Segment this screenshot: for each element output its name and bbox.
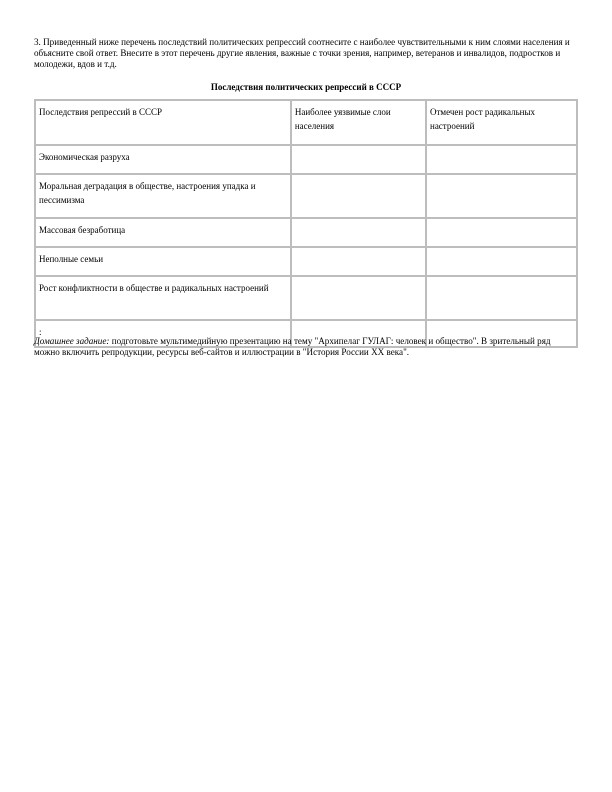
homework-text: подготовьте мультимедийную презентацию на тему "Архипелаг ГУЛАГ: человек и общество". В зрительный ряд можно включить репродукции, ресурсы веб-сайтов и иллюстрации в "История России XX века". bbox=[34, 336, 551, 357]
cell-consequence: Неполные семьи bbox=[36, 248, 290, 275]
repressions-table bbox=[34, 99, 578, 348]
cell-consequence: Рост конфликтности в обществе и радикальных настроений bbox=[36, 277, 290, 319]
cell-vulnerable-groups[interactable] bbox=[292, 219, 425, 246]
task-paragraph: 3. Приведенный ниже перечень последствий политических репрессий соотнесите с наиболее чувствительными к ним слоями населения и объясните свой ответ. Внесите в этот перечень другие явления, важные с точки зрения, например, ветеранов и инвалидов, подростков и молодежи, вдов и т.д. bbox=[34, 37, 570, 69]
table-title: Последствия политических репрессий в СССР bbox=[210, 82, 402, 92]
cell-consequence: Экономическая разруха bbox=[36, 146, 290, 173]
homework-paragraph bbox=[34, 336, 578, 358]
cell-vulnerable-groups[interactable] bbox=[292, 175, 425, 217]
cell-vulnerable-groups[interactable] bbox=[292, 146, 425, 173]
table-row bbox=[36, 248, 576, 275]
homework-label: Домашнее задание: bbox=[34, 336, 110, 346]
cell-vulnerable-groups[interactable] bbox=[292, 277, 425, 319]
cell-consequence: Массовая безработица bbox=[36, 219, 290, 246]
cell-radical-moods[interactable] bbox=[427, 219, 576, 246]
header-radical-moods: Отмечен рост радикальных настроений bbox=[427, 101, 576, 144]
cell-radical-moods[interactable] bbox=[427, 175, 576, 217]
table-header-row bbox=[36, 101, 576, 144]
header-vulnerable-groups: Наиболее уязвимые слои населения bbox=[292, 101, 425, 144]
cell-radical-moods[interactable] bbox=[427, 277, 576, 319]
table-row bbox=[36, 219, 576, 246]
cell-consequence[interactable]: : bbox=[36, 321, 290, 346]
cell-consequence: Моральная деградация в обществе, настроения упадка и пессимизма bbox=[36, 175, 290, 217]
cell-vulnerable-groups[interactable] bbox=[292, 248, 425, 275]
table-row bbox=[36, 277, 576, 319]
cell-radical-moods[interactable] bbox=[427, 146, 576, 173]
table-row bbox=[36, 175, 576, 217]
cell-radical-moods[interactable] bbox=[427, 248, 576, 275]
table-row bbox=[36, 146, 576, 173]
header-consequences: Последствия репрессий в СССР bbox=[36, 101, 290, 144]
